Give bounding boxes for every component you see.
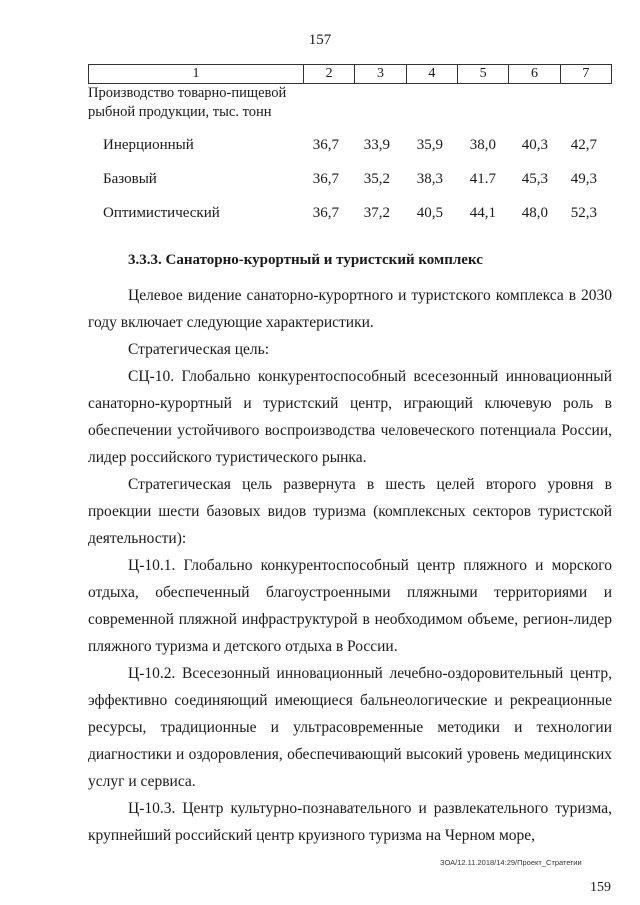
table-cell: 35,9 xyxy=(416,137,443,153)
col-header: 2 xyxy=(304,65,355,84)
table-cell: 49,3 xyxy=(570,171,597,187)
table-cell: 41.7 xyxy=(469,171,496,187)
table-cell: 36,7 xyxy=(312,137,339,153)
table-cell: 45,3 xyxy=(521,171,548,187)
page-number-bottom: 159 xyxy=(590,880,611,895)
document-code: ЗОА/12.11.2018/14:29/Проект_Стратегии xyxy=(440,858,582,867)
table-cell: 48,0 xyxy=(521,205,548,221)
col-header: 7 xyxy=(560,65,611,84)
scenario-label: Оптимистический xyxy=(103,205,220,221)
paragraph: Целевое видение санаторно-курортного и туристского комплекса в 2030 году включает следующие характеристики. xyxy=(88,287,612,331)
table-cell: 52,3 xyxy=(570,205,597,221)
table-cell: 33,9 xyxy=(363,137,390,153)
paragraph: СЦ-10. Глобально конкурентоспособный всесезонный инновационный санаторно-курортный и туристский центр, играющий ключевую роль в обеспечении устойчивого воспроизводства человеческого потенциала России, лидер российского туристического рынка. xyxy=(88,368,612,466)
paragraph: Стратегическая цель: xyxy=(128,341,270,358)
table-cell: 40,5 xyxy=(416,205,443,221)
col-header: 6 xyxy=(509,65,560,84)
table-cell: 35,2 xyxy=(363,171,390,187)
scenario-label: Базовый xyxy=(103,171,157,187)
table-cell: 40,3 xyxy=(521,137,548,153)
paragraph: Ц-10.1. Глобально конкурентоспособный центр пляжного и морского отдыха, обеспеченный благоустроенными пляжными территориями и современной пляжной инфраструктурой в необходимом объеме, регион-лидер пляжного туризма и детского отдыха в России. xyxy=(88,557,612,655)
paragraph: Ц-10.3. Центр культурно-познавательного и развлекательного туризма, крупнейший российский центр круизного туризма на Черном море, xyxy=(88,800,612,844)
paragraph: Стратегическая цель развернута в шесть целей второго уровня в проекции шести базовых видов туризма (комплексных секторов туристской деятельности): xyxy=(88,476,612,547)
table-cell: 42,7 xyxy=(570,137,597,153)
col-header: 1 xyxy=(89,65,304,84)
table-cell: 37,2 xyxy=(363,205,390,221)
section-heading: 3.3.3. Санаторно-курортный и туристский комплекс xyxy=(128,252,483,268)
col-header: 5 xyxy=(457,65,508,84)
table-cell: 38,3 xyxy=(416,171,443,187)
page-number-top: 157 xyxy=(308,32,332,48)
col-header: 4 xyxy=(406,65,457,84)
table-cell: 36,7 xyxy=(312,171,339,187)
table-row-heading: Производство товарно-пищевой рыбной продукции, тыс. тонн xyxy=(88,85,287,120)
table-header-row xyxy=(88,64,612,84)
col-header: 3 xyxy=(355,65,406,84)
table-cell: 44,1 xyxy=(469,205,496,221)
table-cell: 38,0 xyxy=(469,137,496,153)
scenario-label: Инерционный xyxy=(103,137,194,153)
table-cell: 36,7 xyxy=(312,205,339,221)
paragraph: Ц-10.2. Всесезонный инновационный лечебно-оздоровительный центр, эффективно соединяющий имеющиеся бальнеологические и рекреационные ресурсы, традиционные и ультрасовременные методики и технологии диагностики и оздоровления, обеспечивающий высокий уровень медицинских услуг и сервиса. xyxy=(88,665,612,790)
